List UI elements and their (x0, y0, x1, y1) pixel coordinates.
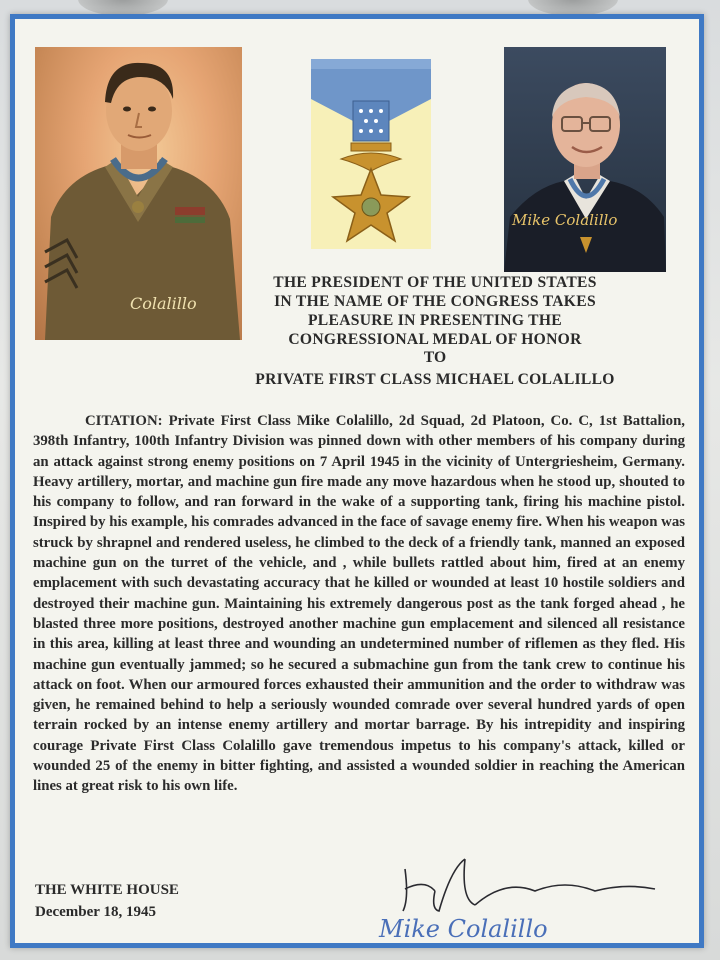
svg-text:Mike Colalillo: Mike Colalillo (379, 915, 548, 943)
issuer-label: THE WHITE HOUSE (35, 882, 179, 898)
heading-line-2: IN THE NAME OF THE CONGRESS TAKES (274, 293, 596, 310)
heading-line-4: CONGRESSIONAL MEDAL OF HONOR (288, 331, 582, 348)
medal-of-honor-image (311, 59, 431, 249)
citation-text: CITATION: Private First Class Mike Colalillo, 2d Squad, 2d Platoon, Co. C, 1st Battalion, 398th Infantry, 100th Infantry Division was pinned down with other members of his company during an attack against strong enemy positions on 7 April 1945 in the vicinity of Untergriesheim, Germany. Heavy artillery, mortar, and machine gun fire made any move hazardous when he stood up, shouted to his company to follow, and ran forward in the wake of a supporting tank, firing his machine pistol. Inspired by his example, his comrades advanced in the face of savage enemy fire. When his weapon was struck by shrapnel and rendered useless, he climbed to the deck of a friendly tank, manned an exposed machine gun on the turret of the vehicle, and , while bullets rattled about him, fired at an enemy emplacement with such devastating accuracy that he killed or wounded at least 10 hostile soldiers and destroyed their machine gun. Maintaining his extremely dangerous post as the tank forged ahead , he blasted three more positions, destroyed another machine gun emplacement and silenced all resistance in this area, killing at least three and wounding an undetermined number of riflemen as they fled. His machine gun eventually jammed; so he secured a submachine gun from the tank crew to continue his attack on foot. When our armoured forces exhausted their ammunition and the order to withdraw was given, he remained behind to help a seriously wounded comrade over several hundred yards of open terrain rocked by an intense enemy artillery and mortar barrage. By his intrepidity and inspiring courage Private First Class Colalillo gave tremendous impetus to his company's attack, killed or wounded 25 of the enemy in bitter fighting, and assisted a wounded soldier in reaching the American lines at great risk to his own life. (33, 413, 685, 795)
heading-to: TO (423, 349, 447, 366)
soldier-portrait-illustration (35, 47, 242, 340)
heading-line-1: THE PRESIDENT OF THE UNITED STATES (273, 274, 597, 291)
svg-text:Mike Colalillo: Mike Colalillo (512, 211, 618, 229)
svg-text:Colalillo: Colalillo (130, 294, 197, 313)
recipient-name: PRIVATE FIRST CLASS MICHAEL COLALILLO (255, 371, 615, 388)
proclamation-heading (215, 273, 655, 349)
issue-date: December 18, 1945 (35, 904, 156, 920)
medal-of-honor-icon (311, 59, 431, 249)
veteran-portrait-illustration (504, 47, 666, 272)
signatures-illustration (365, 839, 675, 949)
heading-line-3: PLEASURE IN PRESENTING THE (307, 312, 563, 329)
veteran-portrait-photo (504, 47, 666, 272)
certificate-sheet (10, 14, 704, 948)
signatures-area (365, 839, 675, 949)
soldier-portrait-photo (35, 47, 242, 340)
